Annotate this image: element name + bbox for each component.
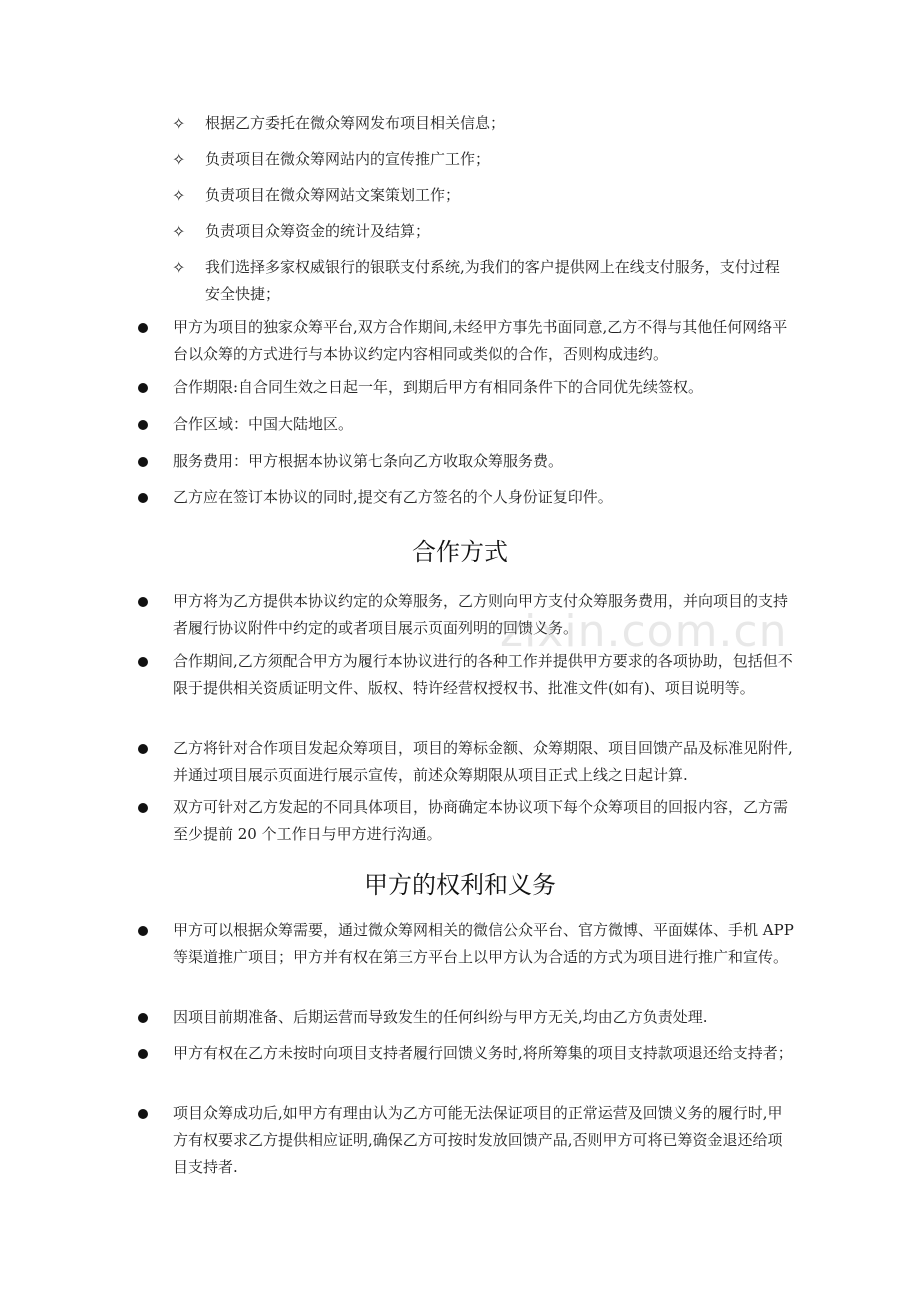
list-item-text: 双方可针对乙方发起的不同具体项目，协商确定本协议项下每个众筹项目的回报内容，乙方需至少提前 20 个工作日与甲方进行沟通。 [173,798,789,843]
list-item-text: 乙方将针对合作项目发起众筹项目，项目的筹标金额、众筹期限、项目回馈产品及标准见附件,并通过项目展示页面进行展示宣传，前述众筹期限从项目正式上线之日起计算. [173,739,793,784]
bullet-list-item [138,448,794,475]
bullet-dot-icon [138,803,148,813]
bullet-list-item [138,794,794,848]
bullet-dot-icon [138,1013,148,1023]
bullet-list-item [138,917,794,971]
sub-list-item [172,182,792,209]
list-item-text: 负责项目众筹资金的统计及结算； [205,222,431,240]
list-item-text: 负责项目在微众筹网站文案策划工作； [205,186,461,204]
bullet-dot-icon [138,657,148,667]
bullet-dot-icon [138,457,148,467]
sub-list-item [172,110,792,137]
diamond-bullet-icon: ✧ [172,222,186,241]
list-item-text: 甲方将为乙方提供本协议约定的众筹服务，乙方则向甲方支付众筹服务费用，并向项目的支持者履行协议附件中约定的或者项目展示页面列明的回馈义务。 [173,592,789,637]
bullet-dot-icon [138,1049,148,1059]
sub-list-item [172,218,792,245]
list-item-text: 合作期限:自合同生效之日起一年，到期后甲方有相同条件下的合同优先续签权。 [173,378,704,396]
diamond-bullet-icon: ✧ [172,186,186,205]
bullet-list-item [138,735,794,789]
bullet-dot-icon [138,323,148,333]
list-item-text: 乙方应在签订本协议的同时,提交有乙方签名的个人身份证复印件。 [173,488,613,506]
list-item-text: 甲方有权在乙方未按时向项目支持者履行回馈义务时,将所筹集的项目支持款项退还给支持者； [173,1044,793,1062]
bullet-list-item [138,1100,794,1181]
sub-list-item [172,146,792,173]
list-item-text: 负责项目在微众筹网站内的宣传推广工作； [205,150,491,168]
list-item-text: 项目众筹成功后,如甲方有理由认为乙方可能无法保证项目的正常运营及回馈义务的履行时,甲方有权要求乙方提供相应证明,确保乙方可按时发放回馈产品,否则甲方可将已筹资金退还给项目支持者. [173,1104,783,1176]
list-item-text: 我们选择多家权威银行的银联支付系统,为我们的客户提供网上在线支付服务，支付过程安全快捷； [205,258,780,303]
watermark: zixin.com.cn [500,606,788,657]
section-heading: 合作方式 [412,538,508,566]
bullet-list-item [138,484,794,511]
list-item-text: 合作区域：中国大陆地区。 [173,415,354,433]
bullet-dot-icon [138,597,148,607]
bullet-dot-icon [138,493,148,503]
bullet-list-item [138,314,794,368]
section-heading: 甲方的权利和义务 [364,871,556,899]
list-item-text: 根据乙方委托在微众筹网发布项目相关信息； [205,114,506,132]
bullet-list-item [138,411,794,438]
diamond-bullet-icon: ✧ [172,258,186,277]
bullet-dot-icon [138,420,148,430]
list-item-text: 因项目前期准备、后期运营而导致发生的任何纠纷与甲方无关,均由乙方负责处理. [173,1008,708,1026]
list-item-text: 甲方可以根据众筹需要，通过微众筹网相关的微信公众平台、官方微博、平面媒体、手机 APP 等渠道推广项目；甲方并有权在第三方平台上以甲方认为合适的方式为项目进行推广和宣传。 [173,921,794,966]
bullet-list-item [138,1004,794,1031]
list-item-text: 合作期间,乙方须配合甲方为履行本协议进行的各种工作并提供甲方要求的各项协助，包括但不限于提供相关资质证明文件、版权、特许经营权授权书、批准文件(如有)、项目说明等。 [173,652,793,697]
bullet-dot-icon [138,926,148,936]
diamond-bullet-icon: ✧ [172,114,186,133]
sub-list-item [172,254,792,308]
diamond-bullet-icon: ✧ [172,150,186,169]
bullet-dot-icon [138,1109,148,1119]
list-item-text: 服务费用：甲方根据本协议第七条向乙方收取众筹服务费。 [173,452,564,470]
list-item-text: 甲方为项目的独家众筹平台,双方合作期间,未经甲方事先书面同意,乙方不得与其他任何网络平台以众筹的方式进行与本协议约定内容相同或类似的合作，否则构成违约。 [173,318,788,363]
bullet-list-item [138,1040,794,1067]
bullet-dot-icon [138,744,148,754]
bullet-dot-icon [138,383,148,393]
bullet-list-item [138,374,794,401]
